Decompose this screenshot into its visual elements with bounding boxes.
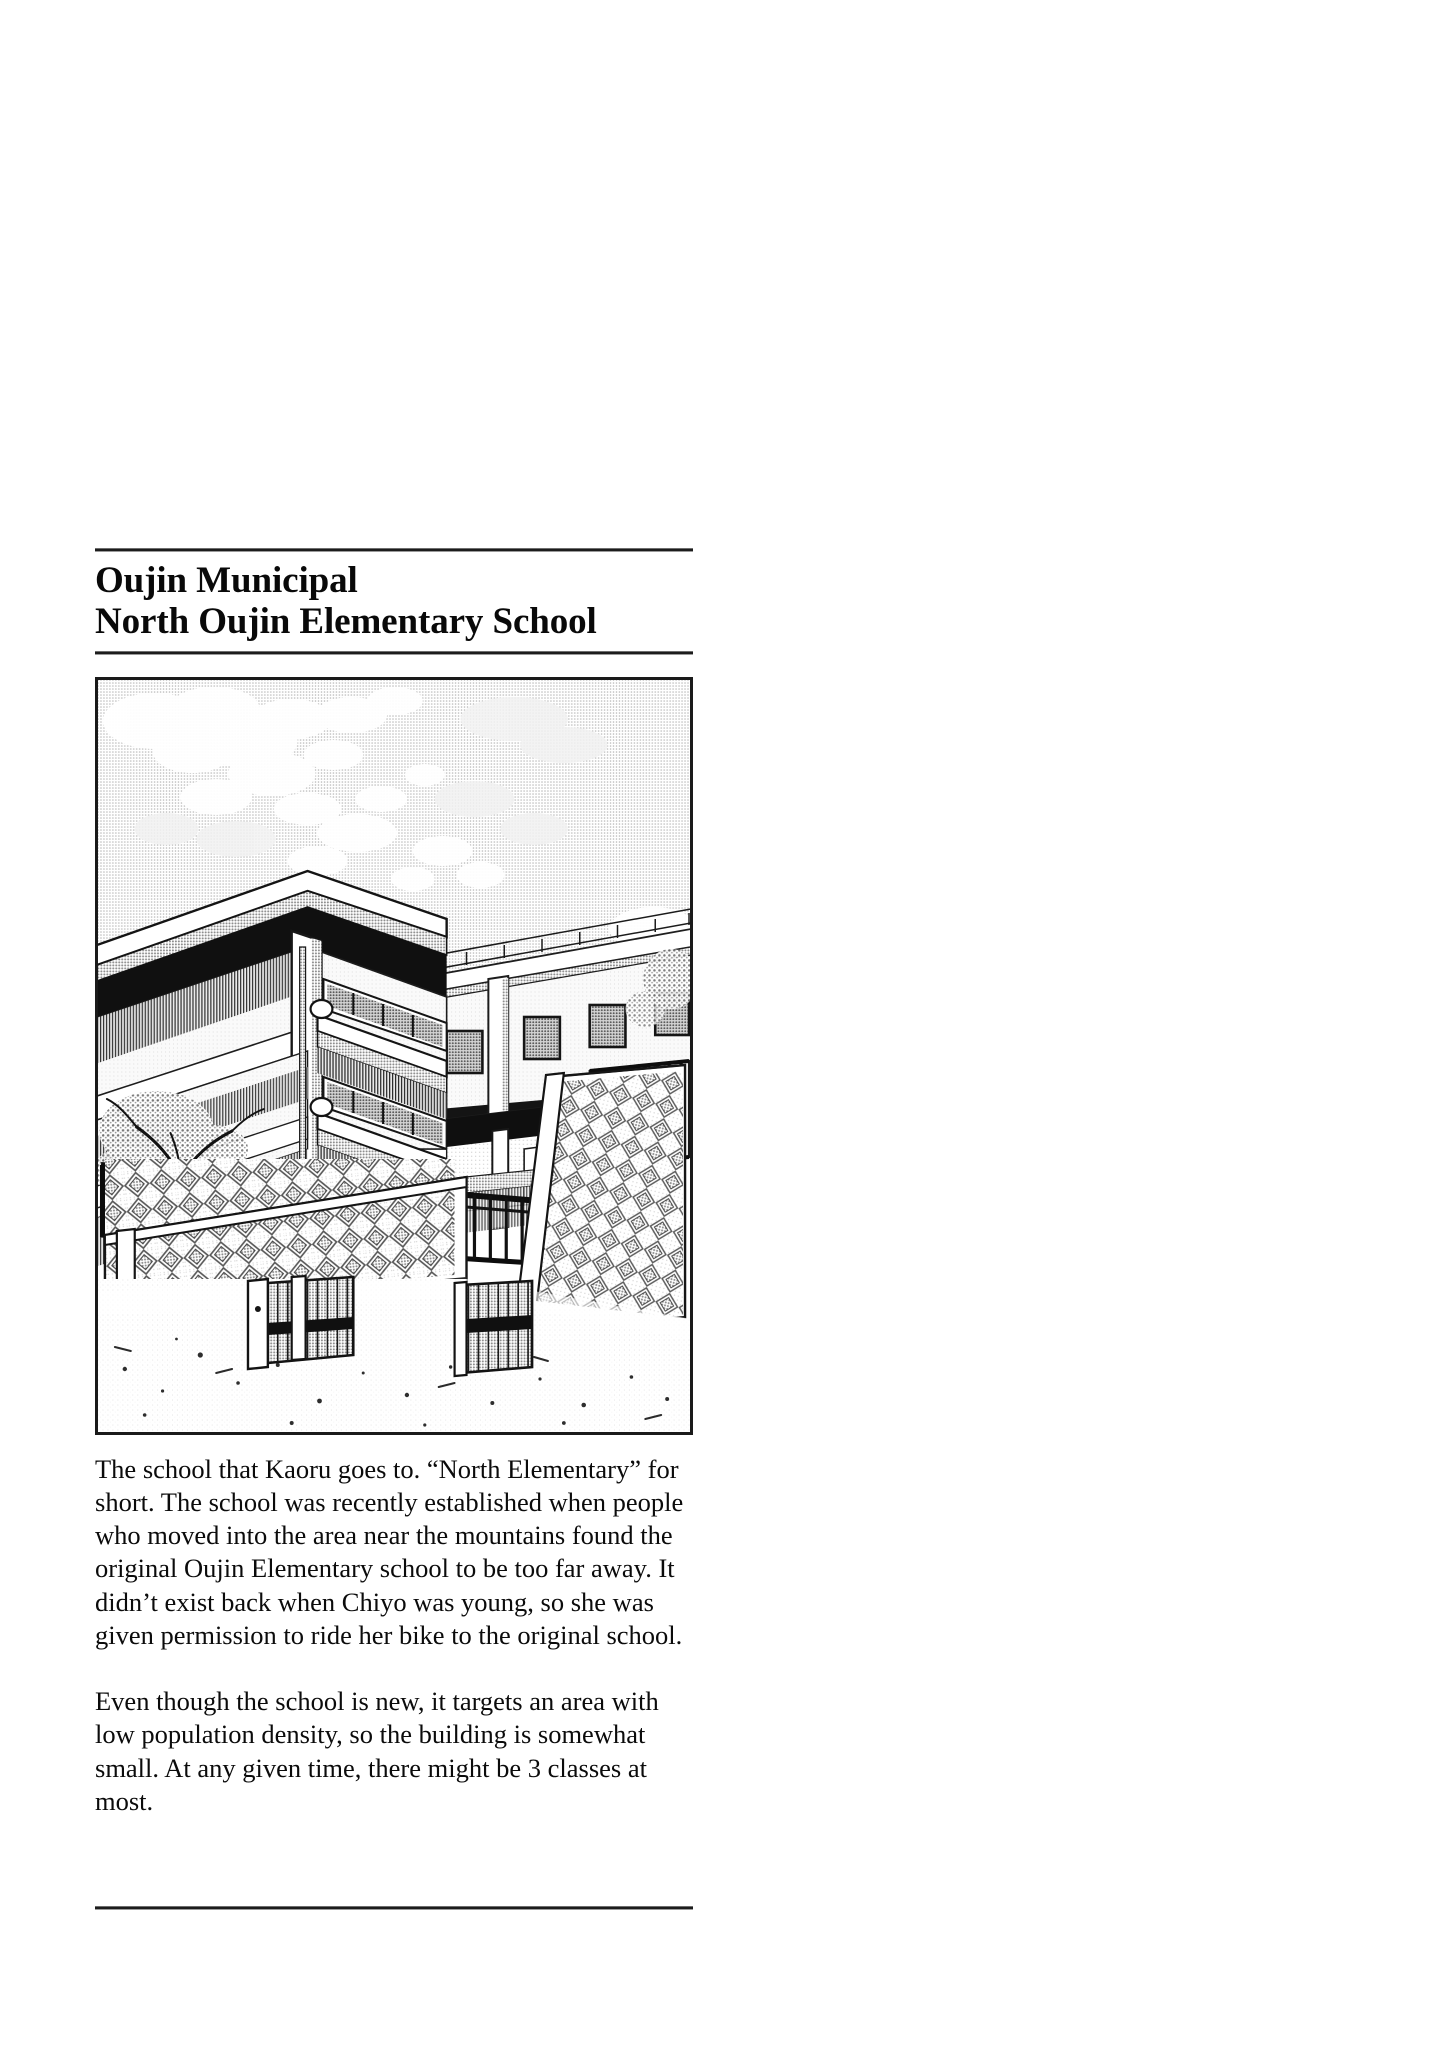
page-title	[95, 560, 693, 645]
page-title-line-2: North Oujin Elementary School	[95, 601, 597, 643]
body-paragraph-2: Even though the school is new, it targets an area with low population density, so the building is somewhat small. At any given time, there might be 3 classes at most.	[95, 1686, 659, 1816]
rule-below-title	[95, 651, 693, 655]
rule-below-body	[95, 1906, 693, 1910]
body-copy	[95, 1453, 693, 1818]
page-title-line-1: Oujin Municipal	[95, 560, 358, 601]
body-paragraph-1: The school that Kaoru goes to. “North Elementary” for short. The school was recently established when people who moved into the area near the mountains found the original Oujin Elementary school to be too far away. It didn’t exist back when Chiyo was young, so she was given permission to ride her bike to the original school.	[95, 1453, 684, 1650]
rule-above-title	[95, 548, 693, 552]
article-block	[95, 548, 693, 1818]
school-building-illustration	[97, 679, 691, 1433]
illustration-frame	[95, 677, 693, 1435]
